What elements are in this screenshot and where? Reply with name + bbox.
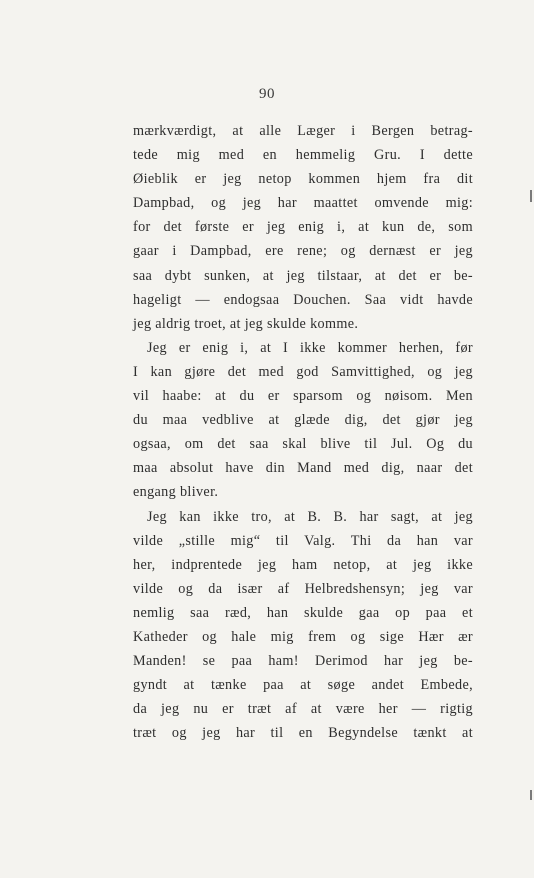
text-line: træt og jeg har til en Begyndelse tænkt at	[133, 725, 473, 742]
text-line: gaar i Dampbad, ere rene; og dernæst er jeg	[133, 243, 473, 260]
text-line: her, indprentede jeg ham netop, at jeg ikke	[133, 556, 473, 573]
text-line: I kan gjøre det med god Samvittighed, og jeg	[133, 363, 473, 380]
scan-edge-mark	[530, 790, 532, 800]
scan-edge-mark	[530, 190, 532, 202]
text-line: gyndt at tænke paa at søge andet Embede,	[133, 677, 473, 694]
body-text	[133, 119, 473, 745]
text-line: Manden! se paa ham! Derimod har jeg be-	[133, 653, 473, 670]
text-line: vilde og da især af Helbredshensyn; jeg var	[133, 580, 473, 597]
text-line: for det første er jeg enig i, at kun de, som	[133, 219, 473, 236]
text-line: mærkværdigt, at alle Læger i Bergen betrag-	[133, 123, 473, 139]
text-line: Jeg kan ikke tro, at B. B. har sagt, at jeg	[147, 508, 473, 525]
text-line: vilde „stille mig“ til Valg. Thi da han var	[133, 532, 473, 549]
text-line: engang bliver.	[133, 484, 219, 501]
text-line: vil haabe: at du er sparsom og nøisom. Men	[133, 388, 473, 405]
text-line: Jeg er enig i, at I ikke kommer herhen, før	[147, 339, 473, 356]
text-line: Dampbad, og jeg har maattet omvende mig:	[133, 195, 473, 212]
text-line: du maa vedblive at glæde dig, det gjør jeg	[133, 412, 473, 429]
text-line: nemlig saa ræd, han skulde gaa op paa et	[133, 604, 473, 621]
text-line: maa absolut have din Mand med dig, naar det	[133, 460, 473, 477]
text-line: jeg aldrig troet, at jeg skulde komme.	[133, 315, 359, 332]
page-number: 90	[259, 86, 275, 102]
text-line: Katheder og hale mig frem og sige Hær ær	[133, 628, 473, 645]
text-line: da jeg nu er træt af at være her — rigtig	[133, 701, 473, 718]
text-line: ogsaa, om det saa skal blive til Jul. Og du	[133, 436, 473, 453]
text-line: tede mig med en hemmelig Gru. I dette	[133, 147, 473, 164]
text-line: Øieblik er jeg netop kommen hjem fra dit	[133, 171, 473, 188]
text-line: saa dybt sunken, at jeg tilstaar, at det er be-	[133, 267, 473, 284]
text-line: hageligt — endogsaa Douchen. Saa vidt havde	[133, 291, 473, 308]
